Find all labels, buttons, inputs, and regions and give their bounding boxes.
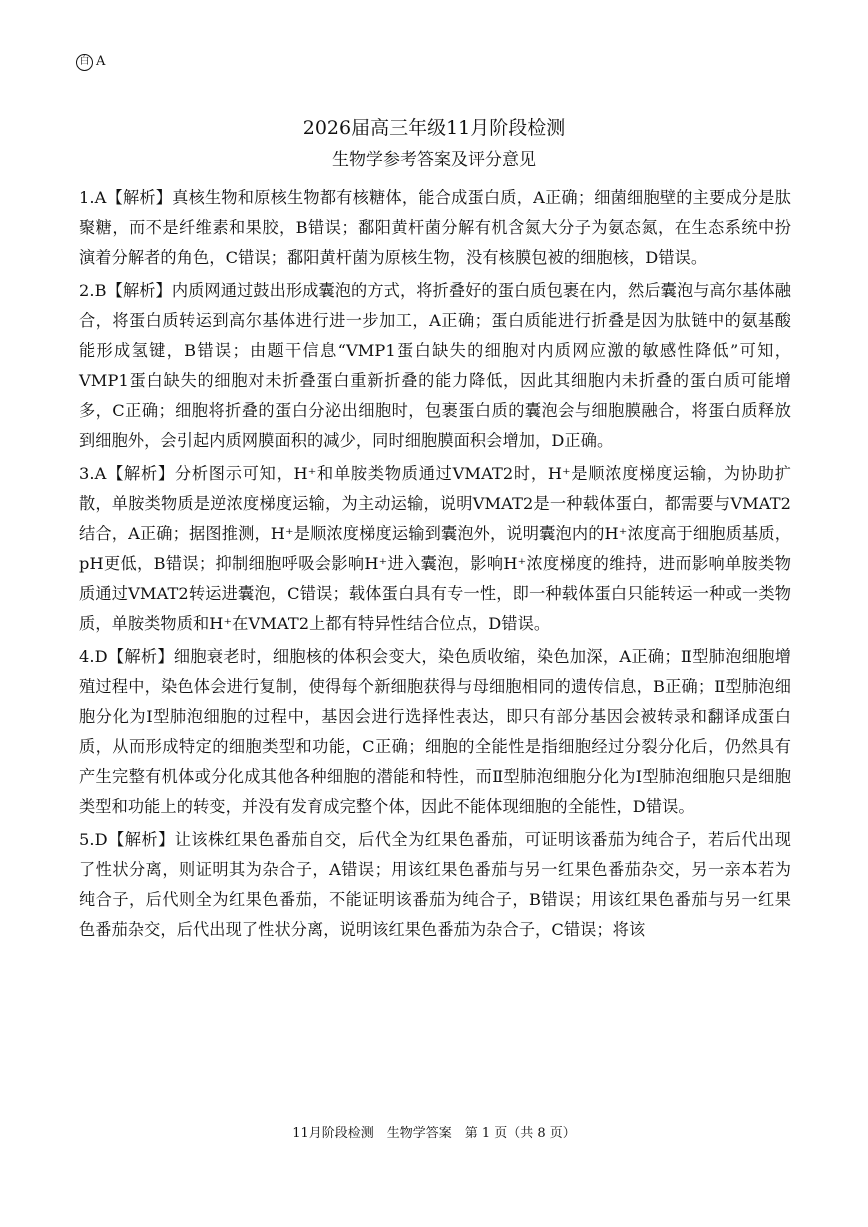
answer-paragraph-1: 1.A【解析】真核生物和原核生物都有核糖体，能合成蛋白质，A正确；细菌细胞壁的主要成分是肽聚糖，而不是纤维素和果胶，B错误；鄱阳黄杆菌分解有机含氮大分子为氨态氮，在生态系统中扮演着分解者的角色，C错误；鄱阳黄杆菌为原核生物，没有核膜包被的细胞核，D错误。 [79,188,791,267]
circled-bai-mark: 白 [76,54,93,71]
paper-version-letter: A [96,54,106,69]
answer-paragraph-2: 2.B【解析】内质网通过鼓出形成囊泡的方式，将折叠好的蛋白质包裹在内，然后囊泡与高尔基体融合，将蛋白质转运到高尔基体进行进一步加工，A正确；蛋白质能进行折叠是因为肽链中的氨基酸能形成氢键，B错误；由题干信息“VMP1蛋白缺失的细胞对内质网应激的敏感性降低”可知，VMP1蛋白缺失的细胞对未折叠蛋白重新折叠的能力降低，因此其细胞内未折叠的蛋白质可能增多，C正确；细胞将折叠的蛋白分泌出细胞时，包裹蛋白质的囊泡会与细胞膜融合，将蛋白质释放到细胞外，会引起内质网膜面积的减少，同时细胞膜面积会增加，D正确。 [79,281,791,450]
answer-content [79,183,791,948]
paper-version-badge [76,53,105,71]
answer-paragraph-5: 5.D【解析】让该株红果色番茄自交，后代全为红果色番茄，可证明该番茄为纯合子，若后代出现了性状分离，则证明其为杂合子，A错误；用该红果色番茄与另一红果色番茄杂交，另一亲本若为纯合子，后代则全为红果色番茄，不能证明该番茄为纯合子，B错误；用该红果色番茄与另一红果色番茄杂交，后代出现了性状分离，说明该红果色番茄为杂合子，C错误；将该 [79,830,791,939]
page-subtitle: 生物学参考答案及评分意见 [332,150,536,170]
page-footer: 11月阶段检测 生物学答案 第 1 页（共 8 页） [292,1126,576,1141]
answer-paragraph-4: 4.D【解析】细胞衰老时，细胞核的体积会变大，染色质收缩，染色加深，A正确；Ⅱ型肺泡细胞增殖过程中，染色体会进行复制，使得每个新细胞获得与母细胞相同的遗传信息，B正确；Ⅱ型肺泡细胞分化为Ⅰ型肺泡细胞的过程中，基因会进行选择性表达，即只有部分基因会被转录和翻译成蛋白质，从而形成特定的细胞类型和功能，C正确；细胞的全能性是指细胞经过分裂分化后，仍然具有产生完整有机体或分化成其他各种细胞的潜能和特性，而Ⅱ型肺泡细胞分化为Ⅰ型肺泡细胞只是细胞类型和功能上的转变，并没有发育成完整个体，因此不能体现细胞的全能性，D错误。 [79,647,791,816]
answer-paragraph-3: 3.A【解析】分析图示可知，H⁺和单胺类物质通过VMAT2时，H⁺是顺浓度梯度运输，为协助扩散，单胺类物质是逆浓度梯度运输，为主动运输，说明VMAT2是一种载体蛋白，都需要与VMAT2结合，A正确；据图推测，H⁺是顺浓度梯度运输到囊泡外，说明囊泡内的H⁺浓度高于细胞质基质，pH更低，B错误；抑制细胞呼吸会影响H⁺进入囊泡，影响H⁺浓度梯度的维持，进而影响单胺类物质通过VMAT2转运进囊泡，C错误；载体蛋白具有专一性，即一种载体蛋白只能转运一种或一类物质，单胺类物质和H⁺在VMAT2上都有特异性结合位点，D错误。 [79,464,791,633]
page-title: 2026届高三年级11月阶段检测 [302,117,566,139]
